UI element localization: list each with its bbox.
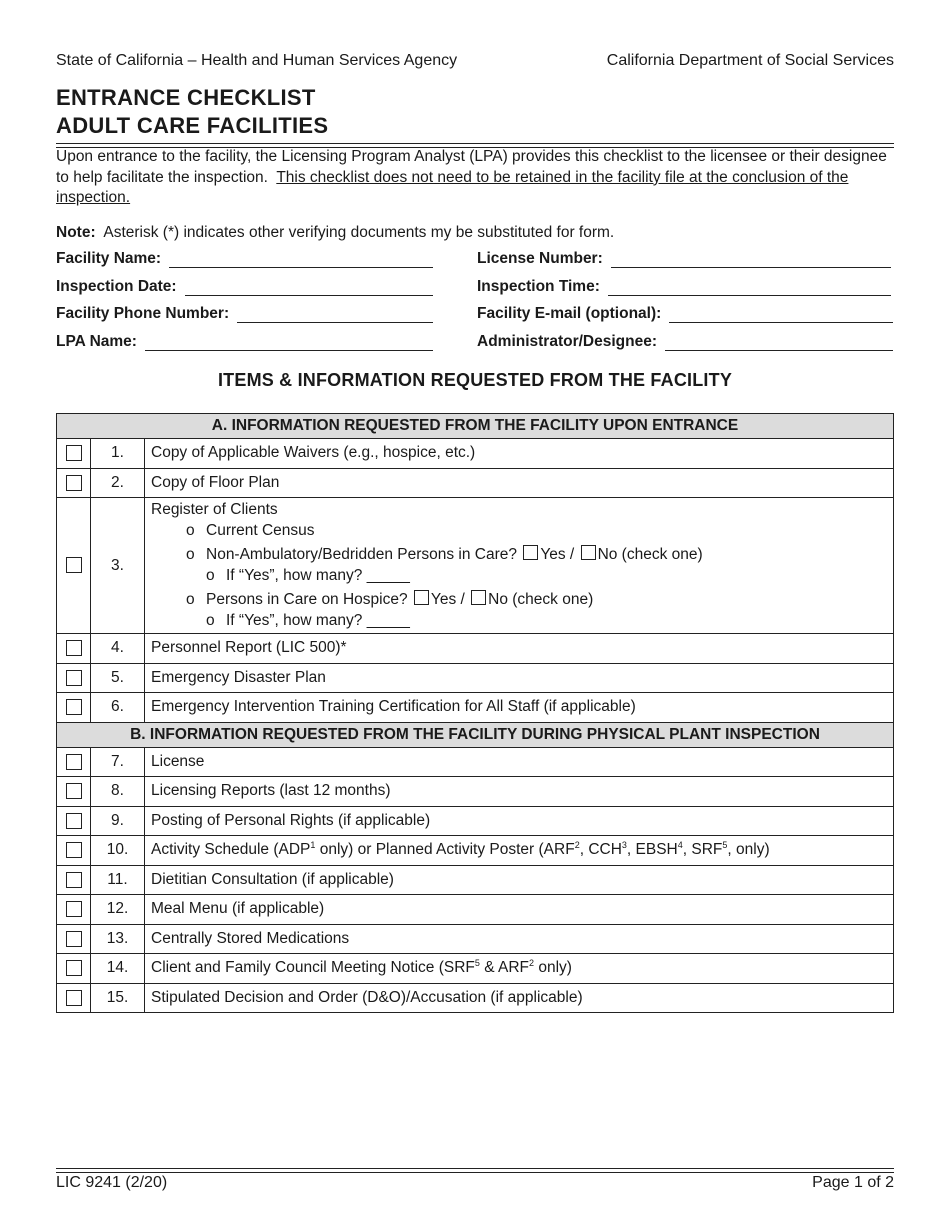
item-text-council-notice	[145, 954, 894, 984]
text-part: , only)	[727, 841, 770, 859]
census-text: Current Census	[206, 521, 315, 539]
inspection-date-label: Inspection Date:	[56, 277, 177, 295]
department-name: California Department of Social Services	[606, 52, 894, 69]
item-number: 10.	[91, 836, 145, 866]
checklist-row	[57, 924, 894, 954]
checklist-row	[57, 439, 894, 469]
checklist-table	[56, 413, 894, 1013]
item-checkbox[interactable]	[66, 699, 82, 715]
item-checkbox[interactable]	[66, 872, 82, 888]
footnote-ref: 2	[574, 840, 580, 851]
item-number: 9.	[91, 806, 145, 836]
checklist-row	[57, 634, 894, 664]
lpa-name-label: LPA Name:	[56, 332, 137, 350]
bullet: o	[206, 566, 215, 584]
item-number: 11.	[91, 865, 145, 895]
document-title	[56, 84, 328, 140]
item-number: 3.	[91, 498, 145, 634]
census-subitem	[151, 521, 893, 542]
item-checkbox[interactable]	[66, 445, 82, 461]
item-number: 2.	[91, 468, 145, 498]
nonambulatory-howmany[interactable]	[151, 566, 893, 587]
nonambulatory-subitem	[151, 545, 893, 566]
note	[56, 224, 614, 242]
hospice-question: Persons in Care on Hospice?	[206, 591, 408, 608]
text-part: Client and Family Council Meeting Notice (SRF	[151, 959, 475, 977]
inspection-date-field[interactable]	[56, 278, 433, 296]
item-text: Licensing Reports (last 12 months)	[145, 777, 894, 807]
bullet: o	[206, 611, 215, 629]
hospice-subitem	[151, 590, 893, 611]
yes-label: Yes /	[430, 591, 465, 608]
item-text: Copy of Applicable Waivers (e.g., hospice, etc.)	[145, 439, 894, 469]
item-text: Emergency Intervention Training Certification for All Staff (if applicable)	[145, 693, 894, 723]
section-b-heading: B. INFORMATION REQUESTED FROM THE FACILITY DURING PHYSICAL PLANT INSPECTION	[57, 722, 894, 747]
intro-text: Upon entrance to the facility, the Licensing Program Analyst (LPA) provides this checklist to the licensee or their designee to help facilitate the inspection.	[56, 148, 887, 186]
no-label: No (check one)	[597, 546, 703, 563]
facility-info-fields	[56, 250, 894, 360]
item-checkbox[interactable]	[66, 960, 82, 976]
license-number-label: License Number:	[477, 250, 603, 267]
form-id: LIC 9241 (2/20)	[56, 1174, 168, 1191]
item-number: 7.	[91, 747, 145, 777]
bullet: o	[186, 521, 195, 539]
footnote-ref: 1	[310, 840, 316, 851]
item-number: 12.	[91, 895, 145, 925]
footnote-ref: 5	[474, 958, 480, 969]
section-a-header	[57, 414, 894, 439]
item-number: 6.	[91, 693, 145, 723]
item-checkbox[interactable]	[66, 670, 82, 686]
footnote-ref: 5	[722, 840, 728, 851]
register-of-clients-cell	[145, 498, 894, 634]
checklist-row	[57, 693, 894, 723]
lpa-name-field[interactable]	[56, 333, 433, 351]
yes-label: Yes /	[540, 546, 575, 563]
how-many-text: If “Yes”, how many? _____	[226, 566, 410, 584]
item-text: Meal Menu (if applicable)	[145, 895, 894, 925]
administrator-label: Administrator/Designee:	[477, 332, 658, 350]
item-text: Dietitian Consultation (if applicable)	[145, 865, 894, 895]
item-checkbox[interactable]	[66, 901, 82, 917]
item-checkbox[interactable]	[66, 783, 82, 799]
page-footer	[56, 1174, 894, 1192]
agency-name: State of California – Health and Human Services Agency	[56, 52, 458, 69]
facility-name-field[interactable]	[56, 250, 433, 268]
item-number: 8.	[91, 777, 145, 807]
checklist-row	[57, 777, 894, 807]
hospice-yes-checkbox[interactable]	[414, 590, 429, 605]
text-part: only) or Planned Activity Poster (ARF	[315, 841, 575, 859]
item-text-activity-schedule	[145, 836, 894, 866]
note-text: Asterisk (*) indicates other verifying documents my be substituted for form.	[103, 224, 615, 241]
bullet: o	[186, 546, 195, 563]
item-text: Centrally Stored Medications	[145, 924, 894, 954]
bullet: o	[186, 591, 195, 608]
item-checkbox[interactable]	[66, 557, 82, 573]
item-number: 4.	[91, 634, 145, 664]
facility-name-label: Facility Name:	[56, 250, 162, 267]
nonambulatory-no-checkbox[interactable]	[581, 545, 596, 560]
checklist-row	[57, 836, 894, 866]
hospice-no-checkbox[interactable]	[471, 590, 486, 605]
checklist-row	[57, 468, 894, 498]
checklist-row-register	[57, 498, 894, 634]
note-label: Note:	[56, 224, 96, 241]
page-number: Page 1 of 2	[812, 1174, 894, 1191]
how-many-text: If “Yes”, how many? _____	[226, 611, 410, 629]
item-number: 13.	[91, 924, 145, 954]
item-number: 15.	[91, 983, 145, 1013]
item-text: License	[145, 747, 894, 777]
inspection-time-field[interactable]	[477, 278, 891, 296]
checklist-row	[57, 663, 894, 693]
administrator-field[interactable]	[477, 333, 893, 351]
section-title: ITEMS & INFORMATION REQUESTED FROM THE FACILITY	[217, 370, 733, 390]
facility-phone-label: Facility Phone Number:	[56, 305, 230, 322]
item-number: 1.	[91, 439, 145, 469]
item-text: Copy of Floor Plan	[145, 468, 894, 498]
item-number: 5.	[91, 663, 145, 693]
item-checkbox[interactable]	[66, 813, 82, 829]
intro-paragraph	[56, 147, 894, 209]
item-number: 14.	[91, 954, 145, 984]
title-line-2: ADULT CARE FACILITIES	[56, 113, 329, 138]
text-part: Activity Schedule (ADP	[151, 841, 311, 859]
page-header	[56, 52, 894, 70]
item-checkbox[interactable]	[66, 931, 82, 947]
item-checkbox[interactable]	[66, 842, 82, 858]
item-checkbox[interactable]	[66, 640, 82, 656]
intro-underlined-text: This checklist does not need to be retained in the facility file at the conclusion of the inspection.	[56, 168, 849, 206]
item-text: Personnel Report (LIC 500)*	[145, 634, 894, 664]
item-text: Emergency Disaster Plan	[145, 663, 894, 693]
section-b-header	[57, 722, 894, 747]
checklist-row	[57, 895, 894, 925]
facility-phone-field[interactable]	[56, 305, 433, 323]
nonambulatory-question: Non-Ambulatory/Bedridden Persons in Care?	[206, 546, 518, 563]
checklist-row	[57, 806, 894, 836]
nonambulatory-yes-checkbox[interactable]	[523, 545, 538, 560]
item-checkbox[interactable]	[66, 754, 82, 770]
checklist-row	[57, 954, 894, 984]
checklist-row	[57, 747, 894, 777]
item-text: Register of Clients	[151, 501, 278, 518]
item-checkbox[interactable]	[66, 990, 82, 1006]
license-number-field[interactable]	[477, 250, 891, 268]
footnote-ref: 3	[621, 840, 627, 851]
footer-divider	[56, 1168, 894, 1173]
facility-email-label: Facility E-mail (optional):	[477, 305, 662, 322]
no-label: No (check one)	[488, 591, 594, 608]
item-checkbox[interactable]	[66, 475, 82, 491]
item-text: Posting of Personal Rights (if applicable)	[145, 806, 894, 836]
footnote-ref: 2	[529, 958, 535, 969]
text-part: only)	[534, 959, 572, 977]
text-part: & ARF	[479, 959, 530, 977]
text-part: , SRF	[682, 841, 723, 859]
footnote-ref: 4	[677, 840, 683, 851]
hospice-howmany[interactable]	[151, 611, 893, 632]
facility-email-field[interactable]	[477, 305, 893, 323]
checklist-row	[57, 865, 894, 895]
checklist-row	[57, 983, 894, 1013]
item-text: Stipulated Decision and Order (D&O)/Accusation (if applicable)	[145, 983, 894, 1013]
section-a-heading: A. INFORMATION REQUESTED FROM THE FACILITY UPON ENTRANCE	[57, 414, 894, 439]
inspection-time-label: Inspection Time:	[477, 277, 600, 295]
title-line-1: ENTRANCE CHECKLIST	[56, 85, 316, 110]
text-part: , EBSH	[626, 841, 678, 859]
text-part: , CCH	[579, 841, 622, 859]
